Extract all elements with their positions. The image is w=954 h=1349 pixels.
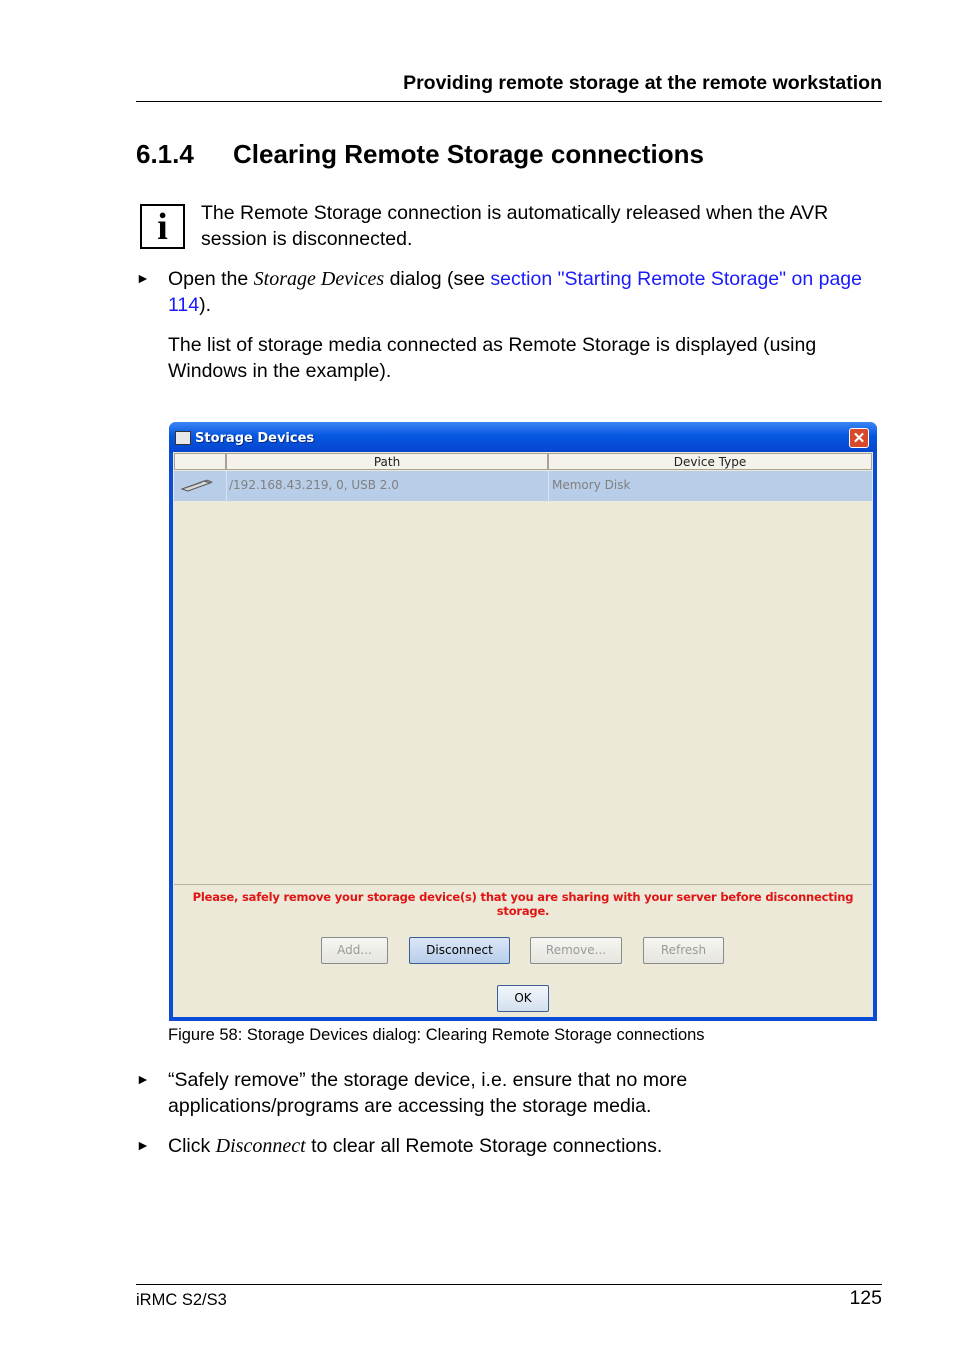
column-header-device-type[interactable]: Device Type <box>548 453 872 470</box>
step-2-text: “Safely remove” the storage device, i.e. ensure that no more applications/programs are accessing the storage media. <box>168 1069 688 1117</box>
storage-devices-dialog <box>169 422 877 1021</box>
refresh-button[interactable]: Refresh <box>643 937 724 964</box>
dialog-titlebar[interactable] <box>169 422 877 452</box>
table-row[interactable] <box>174 471 872 501</box>
info-icon-glyph: i <box>157 205 168 248</box>
step-3-after: to clear all Remote Storage connections. <box>305 1135 663 1157</box>
step-1-before: Open the <box>168 268 254 290</box>
section-reference-link[interactable]: section "Starting Remote Storage" on page 114 <box>168 268 862 316</box>
description-text: The list of storage media connected as Remote Storage is displayed (using Windows in the example). <box>168 334 817 382</box>
step-1-after: ). <box>199 294 212 316</box>
step-marker-1: ► <box>136 270 150 286</box>
disconnect-button[interactable]: Disconnect <box>409 937 510 964</box>
running-header: Providing remote storage at the remote workstation <box>403 72 882 94</box>
figure-caption: Figure 58: Storage Devices dialog: Clearing Remote Storage connections <box>168 1026 705 1044</box>
usb-drive-icon <box>180 479 214 493</box>
info-icon <box>140 204 185 249</box>
page-number: 125 <box>849 1287 882 1309</box>
ok-button[interactable]: OK <box>497 985 549 1012</box>
step-1-dialog-name: Storage Devices <box>253 268 385 290</box>
warning-message: Please, safely remove your storage device(s) that you are sharing with your server before disconnecting storage. <box>192 890 854 918</box>
dialog-client-area <box>173 452 873 1017</box>
section-number: 6.1.4 <box>136 139 194 169</box>
step-1-text <box>168 266 883 318</box>
step-1-middle: dialog (see <box>384 268 491 290</box>
column-header-path[interactable]: Path <box>226 453 548 470</box>
devices-table <box>174 453 872 885</box>
add-button[interactable]: Add... <box>321 937 388 964</box>
column-header-icon[interactable] <box>174 453 226 470</box>
note-text: The Remote Storage connection is automatically released when the AVR session is disconnected. <box>201 202 829 250</box>
footer-product: iRMC S2/S3 <box>136 1291 227 1309</box>
step-3-text <box>168 1133 883 1159</box>
step-marker-2: ► <box>136 1071 150 1087</box>
header-rule <box>136 101 882 102</box>
close-button[interactable] <box>849 428 869 448</box>
cell-device-type: Memory Disk <box>548 471 872 501</box>
close-icon: ✕ <box>852 430 866 447</box>
step-3-before: Click <box>168 1135 216 1157</box>
footer-rule <box>136 1284 882 1285</box>
app-icon <box>175 431 191 445</box>
remove-button[interactable]: Remove... <box>530 937 622 964</box>
section-title: Clearing Remote Storage connections <box>233 139 704 169</box>
step-marker-3: ► <box>136 1137 150 1153</box>
step-3-button-name: Disconnect <box>215 1135 306 1157</box>
dialog-title: Storage Devices <box>195 431 315 446</box>
cell-path: /192.168.43.219, 0, USB 2.0 <box>226 471 548 501</box>
